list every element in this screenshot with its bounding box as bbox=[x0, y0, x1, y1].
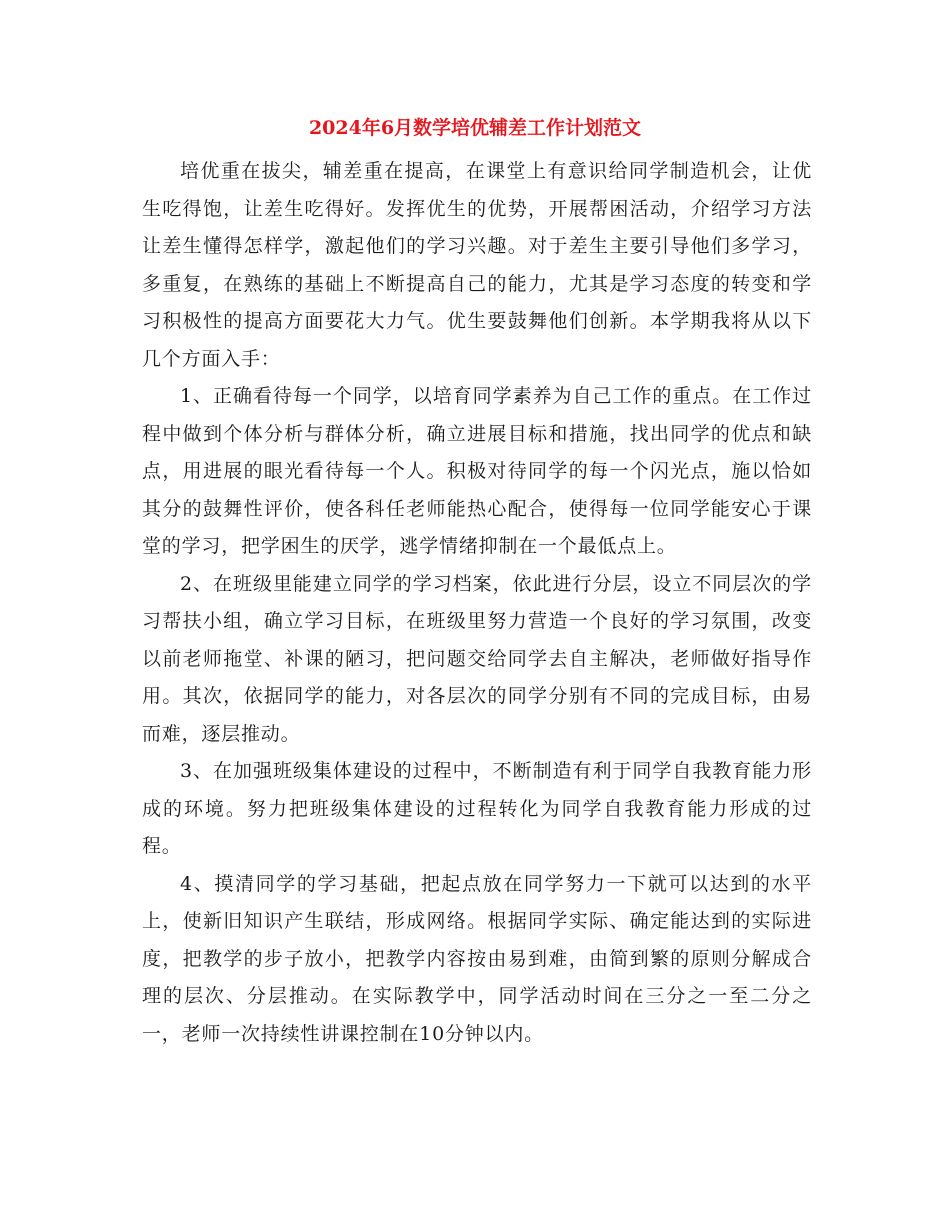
paragraph-item-1: 1、正确看待每一个同学，以培育同学素养为自己工作的重点。在工作过程中做到个体分析与群体分析，确立进展目标和措施，找出同学的优点和缺点，用进展的眼光看待每一个人。积极对待同学的每一个闪光点，施以恰如其分的鼓舞性评价，使各科任老师能热心配合，使得每一位同学能安心于课堂的学习，把学困生的厌学，逃学情绪抑制在一个最低点上。 bbox=[142, 385, 812, 557]
document-body bbox=[142, 153, 812, 1053]
paragraph-item-4: 4、摸清同学的学习基础，把起点放在同学努力一下就可以达到的水平上，使新旧知识产生联结，形成网络。根据同学实际、确定能达到的实际进度，把教学的步子放小，把教学内容按由易到难，由简到繁的原则分解成合理的层次、分层推动。在实际教学中，同学活动时间在三分之一至二分之一，老师一次持续性讲课控制在10分钟以内。 bbox=[142, 872, 812, 1045]
paragraph-item-2: 2、在班级里能建立同学的学习档案，依此进行分层，设立不同层次的学习帮扶小组，确立学习目标，在班级里努力营造一个良好的学习氛围，改变以前老师拖堂、补课的陋习，把问题交给同学去自主解决，老师做好指导作用。其次，依据同学的能力，对各层次的同学分别有不同的完成目标，由易而难，逐层推动。 bbox=[142, 572, 812, 745]
document-title: 2024年6月数学培优辅差工作计划范文 bbox=[308, 117, 642, 139]
paragraph-item-3: 3、在加强班级集体建设的过程中，不断制造有利于同学自我教育能力形成的环境。努力把班级集体建设的过程转化为同学自我教育能力形成的过程。 bbox=[142, 760, 812, 857]
paragraph-intro: 培优重在拔尖，辅差重在提高，在课堂上有意识给同学制造机会，让优生吃得饱，让差生吃得好。发挥优生的优势，开展帮困活动，介绍学习方法让差生懂得怎样学，激起他们的学习兴趣。对于差生主要引导他们多学习，多重复，在熟练的基础上不断提高自己的能力，尤其是学习态度的转变和学习积极性的提高方面要花大力气。优生要鼓舞他们创新。本学期我将从以下几个方面入手： bbox=[142, 160, 812, 370]
